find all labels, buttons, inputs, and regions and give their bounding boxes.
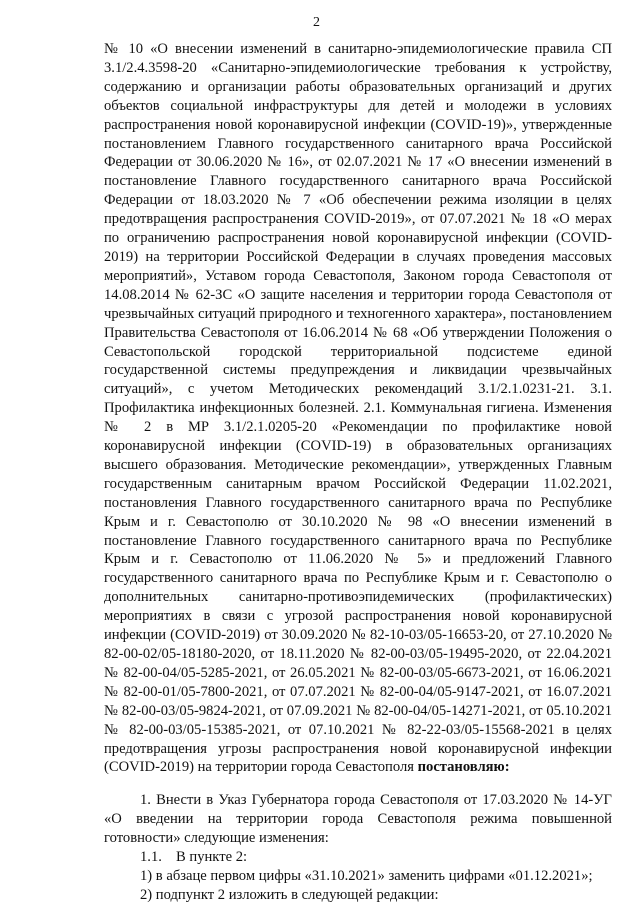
item-2: 2) подпункт 2 изложить в следующей редакции: [140, 886, 439, 903]
decree-word: постановляю: [417, 759, 510, 776]
preamble-paragraph [104, 40, 612, 777]
clause-1-1 [104, 848, 612, 867]
page-number: 2 [313, 15, 320, 30]
clause-1: 1. Внести в Указ Губернатора города Севастополя от 17.03.2020 № 14-УГ «О введении на территории города Севастополя режима повышенной готовности» следующие изменения: [104, 792, 612, 847]
preamble-text: № 10 «О внесении изменений в санитарно-эпидемиологические правила СП 3.1/2.4.3598-20 «Санитарно-эпидемиологические требования к устройству, содержанию и организации работы образовательных организаций и других объектов социальной инфраструктуры для детей и молодежи в условиях распространения новой коронавирусной инфекции (COVID-19)», утвержденные постановлением Главного государственного санитарного врача Российской Федерации от 30.06.2020 № 16», от 02.07.2021 № 17 «О внесении изменений в постановление Главного государственного санитарного врача Российской Федерации от 18.03.2020 № 7 «Об обеспечении режима изоляции в целях предотвращения распространения COVID-2019», от 07.07.2021 № 18 «О мерах по ограничению распространения новой коронавирусной инфекции (COVID-2019) на территории Российской Федерации в случаях проведения массовых мероприятий», Уставом города Севастополя, Законом города Севастополя от 14.08.2014 № 62-ЗС «О защите населения и территории города Севастополя от чрезвычайных ситуаций природного и техногенного характера», постановлением Правительства Севастополя от 16.06.2014 № 68 «Об утверждении Положения о Севастопольской городской территориальной подсистеме единой государственной системы предупреждения и ликвидации чрезвычайных ситуаций», с учетом Методических рекомендаций 3.1/2.1.0231-21. 3.1. Профилактика инфекционных болезней. 2.1. Коммунальная гигиена. Изменения № 2 в МР 3.1/2.1.0205-20 «Рекомендации по профилактике новой коронавирусной инфекции (COVID-19) в образовательных организациях высшего образования. Методические рекомендации», утвержденных Главным государственным санитарным врачом Российской Федерации 11.02.2021, постановления Главного государственного санитарного врача по Республике Крым и г. Севастополю от 30.10.2020 № 98 «О внесении изменений в постановление Главного государственного санитарного врача по Республике Крым и г. Севастополю от 11.06.2020 № 5» и предложений Главного государственного санитарного врача по Республике Крым и г. Севастополю о дополнительных санитарно-противоэпидемических (профилактических) мероприятиях в связи с угрозой распространения новой коронавирусной инфекции (COVID-2019) от 30.09.2020 № 82-10-03/05-16653-20, от 27.10.2020 № 82-00-02/05-18180-2020, от 18.11.2020 № 82-00-03/05-19495-2020, от 22.04.2021 № 82-00-04/05-5285-2021, от 26.05.2021 № 82-00-03/05-6673-2021, от 16.06.2021 № 82-00-01/05-7800-2021, от 07.07.2021 № 82-00-04/05-9147-2021, от 16.07.2021 № 82-00-03/05-9824-2021, от 07.09.2021 № 82-00-04/05-14271-2021, от 05.10.2021 № 82-00-03/05-15385-2021, от 07.10.2021 № 82-22-03/05-15568-2021 в целях предотвращения угрозы распространения новой коронавирусной инфекции (COVID-2019) на территории города Севастополя [104, 41, 612, 776]
clause-1-1-number: 1.1. [140, 849, 162, 866]
clause-1-1-text: В пункте 2: [176, 849, 248, 866]
item-1: 1) в абзаце первом цифры «31.10.2021» заменить цифрами «01.12.2021»; [140, 867, 593, 884]
document-body [104, 40, 612, 905]
